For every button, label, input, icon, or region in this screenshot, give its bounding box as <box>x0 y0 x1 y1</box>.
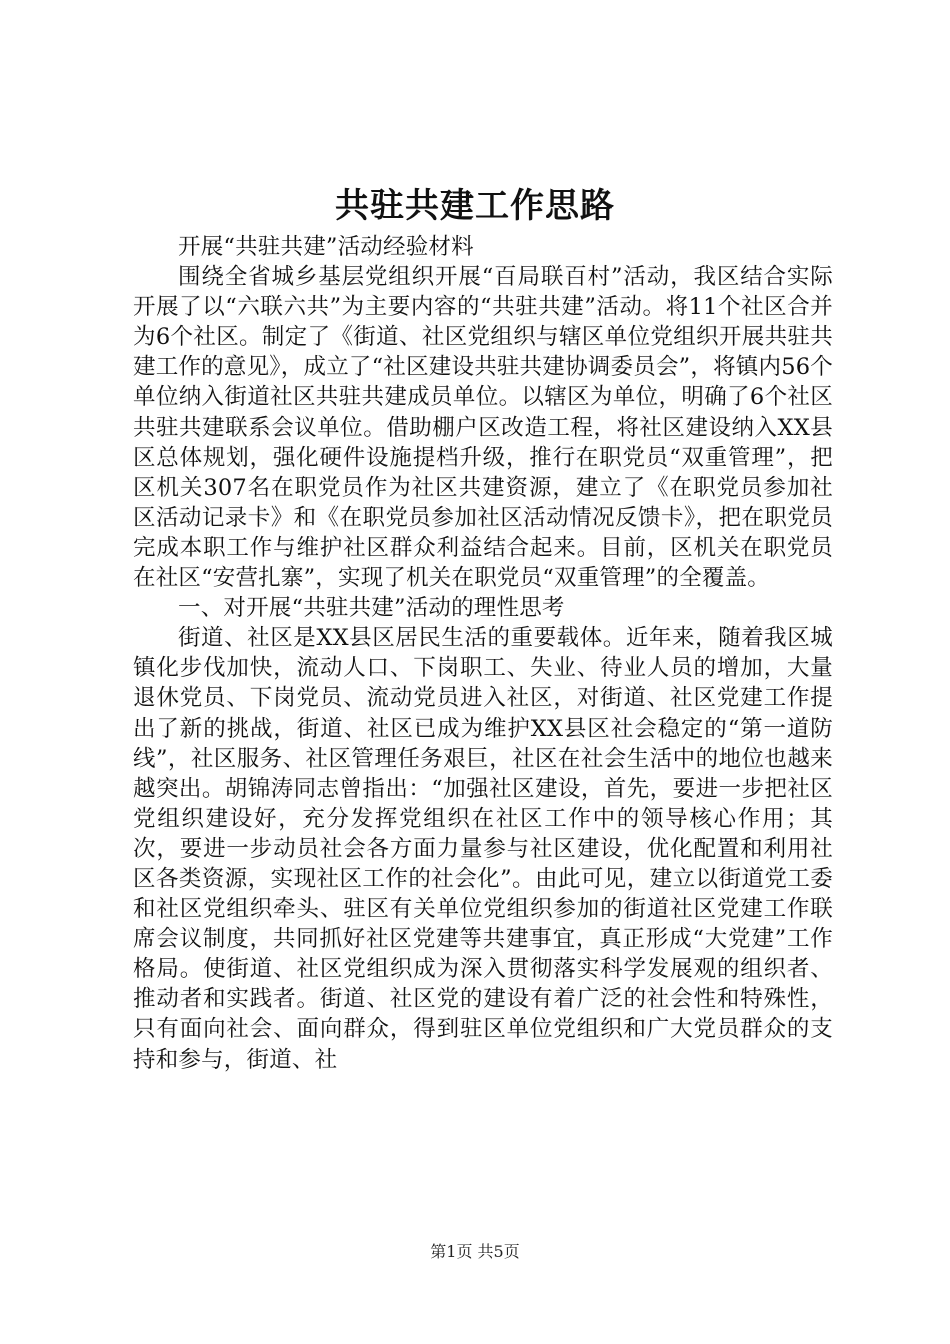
document-title: 共驻共建工作思路 <box>335 186 615 226</box>
page-number-footer: 第1页 共5页 <box>430 1242 520 1261</box>
body-paragraph: 街道、社区是XX县区居民生活的重要载体。近年来，随着我区城镇化步伐加快，流动人口、下岗职工、失业、待业人员的增加，大量退休党员、下岗党员、流动党员进入社区，对街道、社区党建工作提出了新的挑战，街道、社区已成为维护XX县区社会稳定的“第一道防线”，社区服务、社区管理任务艰巨，社区在社会生活中的地位也越来越突出。胡锦涛同志曾指出：“加强社区建设，首先，要进一步把社区党组织建设好，充分发挥党组织在社区工作中的领导核心作用；其次，要进一步动员社会各方面力量参与社区建设，优化配置和利用社区各类资源，实现社区工作的社会化”。由此可见，建立以街道党工委和社区党组织牵头、驻区有关单位党组织参加的街道社区党建工作联席会议制度，共同抓好社区党建等共建事宜，真正形成“大党建”工作格局。使街道、社区党组织成为深入贯彻落实科学发展观的组织者、推动者和实践者。街道、社区党的建设有着广泛的社会性和特殊性，只有面向社会、面向群众，得到驻区单位党组织和广大党员群众的支持和参与，街道、社 <box>133 625 833 1073</box>
document-body <box>133 232 833 1075</box>
body-paragraph: 围绕全省城乡基层党组织开展“百局联百村”活动，我区结合实际开展了以“六联六共”为主要内容的“共驻共建”活动。将11个社区合并为6个社区。制定了《街道、社区党组织与辖区单位党组织开展共驻共建工作的意见》，成立了“社区建设共驻共建协调委员会”，将镇内56个单位纳入街道社区共驻共建成员单位。以辖区为单位，明确了6个社区共驻共建联系会议单位。借助棚户区改造工程，将社区建设纳入XX县区总体规划，强化硬件设施提档升级，推行在职党员“双重管理”，把区机关307名在职党员作为社区共建资源，建立了《在职党员参加社区活动记录卡》和《在职党员参加社区活动情况反馈卡》，把在职党员完成本职工作与维护社区群众利益结合起来。目前，区机关在职党员在社区“安营扎寨”，实现了机关在职党员“双重管理”的全覆盖。 <box>133 264 833 592</box>
section-heading: 一、对开展“共驻共建”活动的理性思考 <box>178 595 565 622</box>
subtitle-paragraph: 开展“共驻共建”活动经验材料 <box>178 234 474 260</box>
